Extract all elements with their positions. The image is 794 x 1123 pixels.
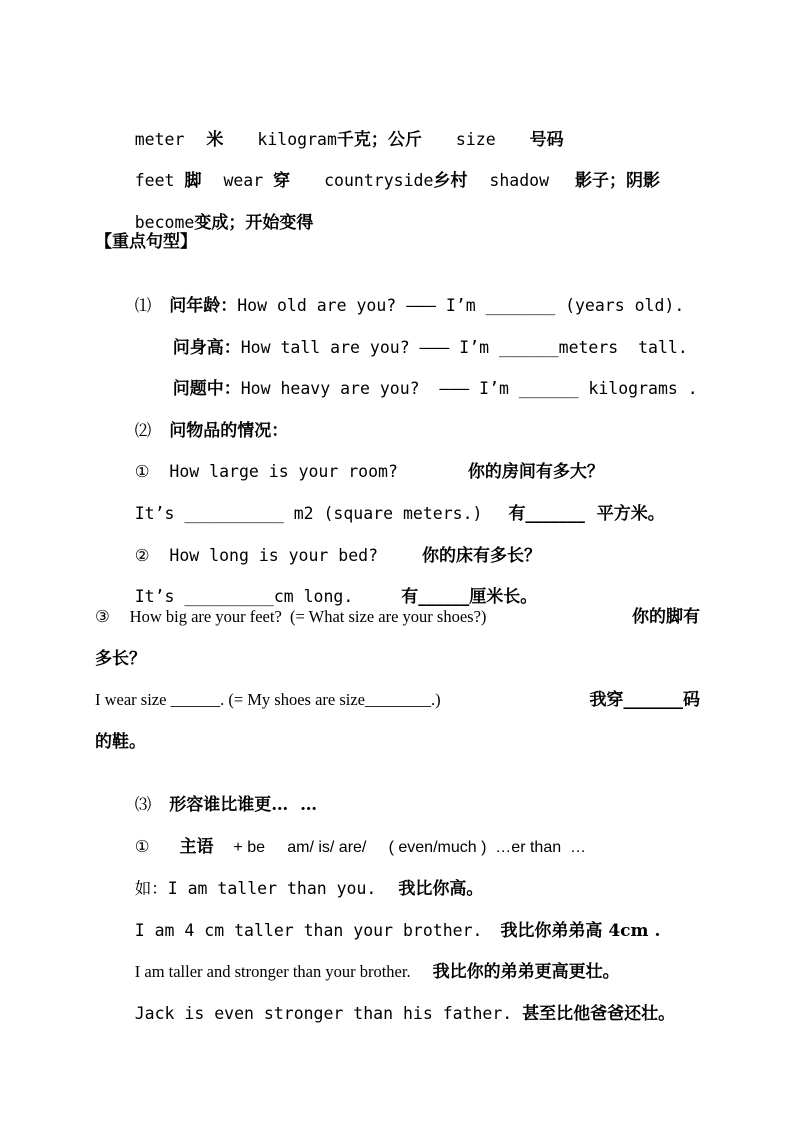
s2-q3-line <box>95 606 700 628</box>
s3-title: 形容谁比谁更… … <box>169 795 318 815</box>
vocab-cn: 影子；阴影 <box>575 171 661 191</box>
vocab-cn: 脚 <box>184 171 202 191</box>
s1-weight-label: 问题中： <box>172 379 241 399</box>
s3-number: ⑶ <box>134 795 152 814</box>
vocab-en: kilogram <box>257 130 337 149</box>
vocab-en: countryside <box>324 171 434 190</box>
s2-q3-continuation: 多长？ <box>95 649 146 669</box>
vocab-cn: 穿 <box>273 171 291 191</box>
q1-cn: 你的房间有多大？ <box>467 462 604 482</box>
vocab-cn: 千克；公斤 <box>336 130 422 150</box>
s2-a3-continuation: 的鞋。 <box>95 732 146 752</box>
vocab-en: feet <box>134 171 175 190</box>
vocab-cn: 号码 <box>529 130 564 150</box>
s2-a3-line <box>95 689 700 711</box>
vocab-en: wear <box>223 171 264 190</box>
pattern-rest: + be am/ is/ are/ ( even/much ) …er than … <box>233 839 586 856</box>
ex2-en: I am 4 cm taller than your brother. <box>134 921 483 940</box>
ex4-en: Jack is even stronger than his father. <box>134 1004 513 1023</box>
q2-cn: 你的床有多长？ <box>422 546 542 566</box>
q1-en: How large is your room? <box>169 462 398 481</box>
s1-number: ⑴ <box>134 296 152 315</box>
vocab-en: shadow <box>489 171 550 190</box>
ex3-cn: 我比你的弟弟更高更壮。 <box>432 962 620 982</box>
q3-cn: 你的脚有 <box>632 607 700 627</box>
s2-title: 问物品的情况： <box>169 421 289 441</box>
vocab-cn: 变成；开始变得 <box>194 213 314 233</box>
s1-age-label: 问年龄： <box>169 296 238 316</box>
a3-en: I wear size ______. (= My shoes are size________.) <box>95 690 441 709</box>
ex1-cn: 我比你高。 <box>398 879 484 899</box>
vocab-en: meter <box>134 130 185 149</box>
ex2-cn: 我比你弟弟高 4cm . <box>500 921 661 941</box>
s2-number: ⑵ <box>134 421 152 440</box>
circled-number: ③ <box>95 607 110 626</box>
pattern-subject: 主语 <box>179 837 214 857</box>
vocab-en: become <box>134 213 195 232</box>
ex1-en: 如：I am taller than you. <box>134 879 377 898</box>
circled-number: ② <box>134 546 150 565</box>
a3-cn: 我穿_______码 <box>589 690 700 710</box>
a2-cn: 有______厘米长。 <box>401 587 538 607</box>
circled-number: ① <box>134 837 150 856</box>
q2-en: How long is your bed? <box>169 546 379 565</box>
a2-en: It’s _________cm long. <box>134 587 354 606</box>
vocab-cn: 米 <box>206 130 224 150</box>
vocab-en: size <box>455 130 496 149</box>
section-heading: 【重点句型】 <box>95 232 197 252</box>
a1-cn: 有_______ 平方米。 <box>508 504 665 524</box>
s3-example-4 <box>95 981 700 1047</box>
s1-height-label: 问身高： <box>172 338 241 358</box>
s1-weight-text: How heavy are you? ——— I’m ______ kilograms . <box>240 379 698 398</box>
q3-en: How big are your feet? (= What size are your shoes?) <box>129 607 487 626</box>
ex4-cn: 甚至比他爸爸还壮。 <box>522 1004 676 1024</box>
circled-number: ① <box>134 462 150 481</box>
ex3-en: I am taller and stronger than your brother. <box>134 962 411 981</box>
vocab-cn: 乡村 <box>433 171 468 191</box>
s1-height-text: How tall are you? ——— I’m ______meters tall. <box>240 338 688 357</box>
a1-en: It’s __________ m2 (square meters.) <box>134 504 483 523</box>
s1-age-text: How old are you? ——— I’m _______ (years old). <box>237 296 685 315</box>
